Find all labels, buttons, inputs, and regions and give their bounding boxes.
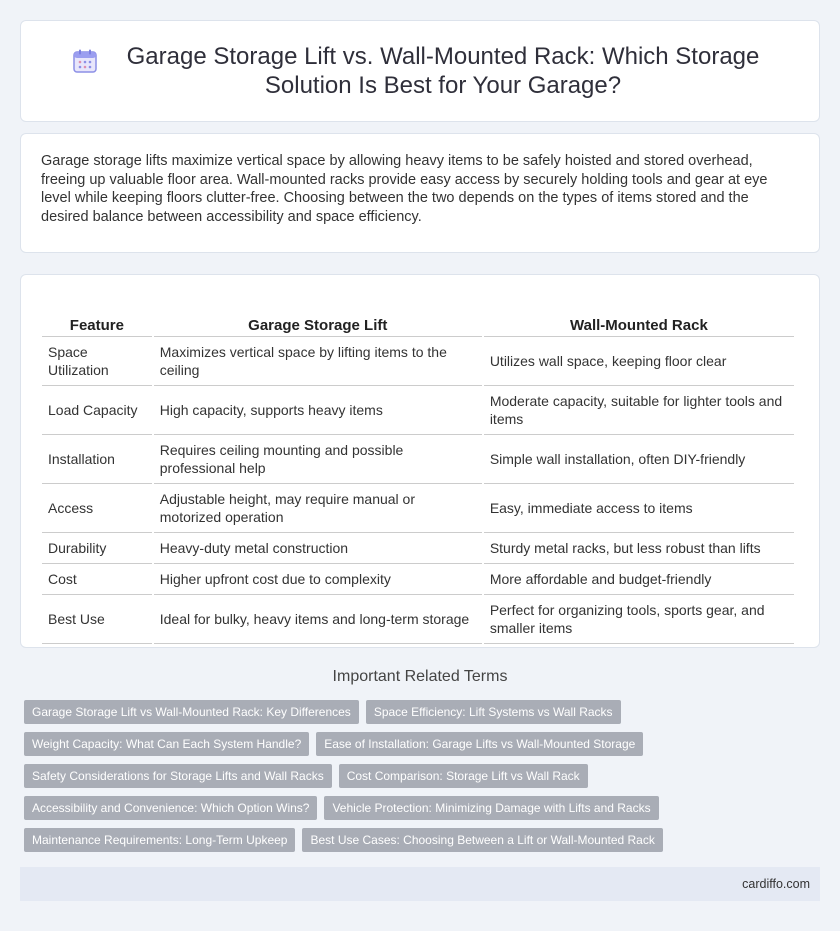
tag-row: [24, 764, 824, 788]
calendar-icon: [72, 48, 98, 74]
related-terms-title: Important Related Terms: [332, 668, 508, 685]
table-row: [42, 533, 794, 564]
table-row: [42, 386, 794, 435]
comparison-table: [40, 295, 796, 644]
lift-cell: Adjustable height, may require manual or motorized operation: [154, 484, 482, 533]
table-row: [42, 337, 794, 386]
rack-cell: Sturdy metal racks, but less robust than lifts: [484, 533, 794, 564]
page-title: Garage Storage Lift vs. Wall-Mounted Rack: Which Storage Solution Is Best for Your Garage?: [126, 43, 760, 99]
related-term-tag[interactable]: Ease of Installation: Garage Lifts vs Wall-Mounted Storage: [316, 732, 643, 756]
feature-cell: Access: [42, 484, 152, 533]
table-header-row: [42, 295, 794, 337]
rack-cell: Utilizes wall space, keeping floor clear: [484, 337, 794, 386]
footer: [20, 867, 820, 901]
rack-cell: Simple wall installation, often DIY-friendly: [484, 435, 794, 484]
lift-cell: High capacity, supports heavy items: [154, 386, 482, 435]
feature-cell: Durability: [42, 533, 152, 564]
lift-cell: Maximizes vertical space by lifting items to the ceiling: [154, 337, 482, 386]
lift-cell: Requires ceiling mounting and possible professional help: [154, 435, 482, 484]
related-term-tag[interactable]: Garage Storage Lift vs Wall-Mounted Rack: Key Differences: [24, 700, 359, 724]
related-term-tag[interactable]: Cost Comparison: Storage Lift vs Wall Rack: [339, 764, 588, 788]
lift-cell: Heavy-duty metal construction: [154, 533, 482, 564]
related-term-tag[interactable]: Weight Capacity: What Can Each System Handle?: [24, 732, 309, 756]
related-term-tag[interactable]: Accessibility and Convenience: Which Option Wins?: [24, 796, 317, 820]
site-link[interactable]: cardiffo.com: [742, 877, 810, 891]
tag-row: [24, 796, 824, 820]
related-term-tag[interactable]: Safety Considerations for Storage Lifts and Wall Racks: [24, 764, 332, 788]
tag-row: [24, 828, 824, 852]
intro-card: [20, 133, 820, 253]
table-row: [42, 435, 794, 484]
intro-paragraph: Garage storage lifts maximize vertical space by allowing heavy items to be safely hoisted and stored overhead, freeing up valuable floor area. Wall-mounted racks provide easy access by securely holding tools and gear at eye level while keeping floors clutter-free. Choosing between the two depends on the types of items stored and the desired balance between accessibility and space efficiency.: [41, 153, 768, 225]
header-feature: Feature: [42, 295, 152, 337]
comparison-table-card: [20, 274, 820, 648]
related-term-tag[interactable]: Best Use Cases: Choosing Between a Lift or Wall-Mounted Rack: [302, 828, 662, 852]
header-storage-lift: Garage Storage Lift: [154, 295, 482, 337]
header-wall-rack: Wall-Mounted Rack: [484, 295, 794, 337]
tag-row: [24, 732, 824, 756]
table-row: [42, 484, 794, 533]
related-term-tag[interactable]: Space Efficiency: Lift Systems vs Wall Racks: [366, 700, 621, 724]
tag-row: [24, 700, 824, 724]
title-card: [20, 20, 820, 122]
feature-cell: Load Capacity: [42, 386, 152, 435]
related-term-tag[interactable]: Vehicle Protection: Minimizing Damage with Lifts and Racks: [324, 796, 658, 820]
feature-cell: Best Use: [42, 595, 152, 644]
table-row: [42, 595, 794, 644]
lift-cell: Ideal for bulky, heavy items and long-term storage: [154, 595, 482, 644]
table-row: [42, 564, 794, 595]
feature-cell: Installation: [42, 435, 152, 484]
rack-cell: More affordable and budget-friendly: [484, 564, 794, 595]
feature-cell: Space Utilization: [42, 337, 152, 386]
rack-cell: Easy, immediate access to items: [484, 484, 794, 533]
related-term-tag[interactable]: Maintenance Requirements: Long-Term Upkeep: [24, 828, 295, 852]
rack-cell: Moderate capacity, suitable for lighter tools and items: [484, 386, 794, 435]
feature-cell: Cost: [42, 564, 152, 595]
lift-cell: Higher upfront cost due to complexity: [154, 564, 482, 595]
rack-cell: Perfect for organizing tools, sports gear, and smaller items: [484, 595, 794, 644]
related-terms-list: [24, 700, 824, 860]
